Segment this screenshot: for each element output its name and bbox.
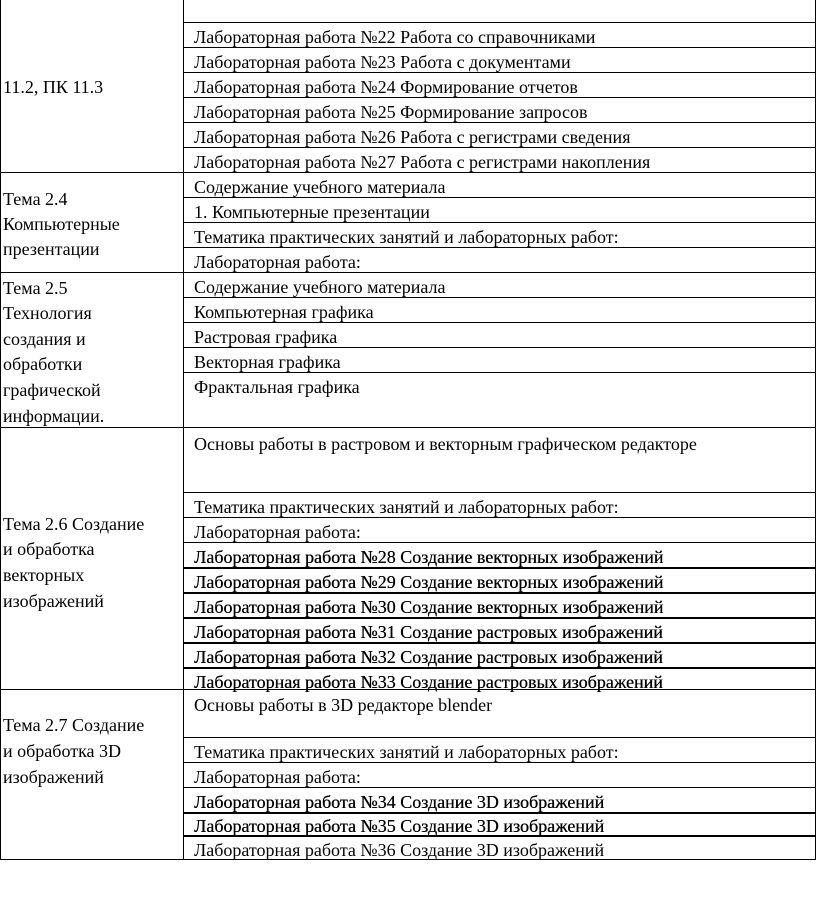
table-cell: Лабораторная работа №33 Создание растровых изображений <box>194 672 663 692</box>
table-cell: Основы работы в растровом и векторным графическом редакторе <box>194 434 697 454</box>
topic-title-line: графической <box>3 380 101 400</box>
table-cell: Лабораторная работа №29 Создание векторных изображений <box>194 572 664 592</box>
table-left-border <box>0 0 1 860</box>
topic-title-line: презентации <box>3 239 100 259</box>
table-cell: Лабораторная работа №26 Работа с регистрами сведения <box>194 127 631 147</box>
topic-title-line: и обработка 3D <box>3 741 122 761</box>
section-line <box>0 272 816 273</box>
row-line <box>184 737 816 738</box>
table-cell: Лабораторная работа: <box>194 522 361 542</box>
table-cell: Тематика практических занятий и лабораторных работ: <box>194 227 619 247</box>
topic-title-line: Тема 2.4 <box>3 189 68 209</box>
table-cell: Содержание учебного материала <box>194 177 446 197</box>
table-cell: Основы работы в 3D редакторе blender <box>194 695 493 715</box>
topic-title-line: изображений <box>3 767 104 787</box>
table-cell: Лабораторная работа №22 Работа со справочниками <box>194 27 596 47</box>
table-cell: Лабораторная работа №32 Создание растровых изображений <box>194 647 663 667</box>
row-line <box>184 22 816 23</box>
table-cell: Лабораторная работа №30 Создание векторных изображений <box>194 597 664 617</box>
topic-title-line: Технология <box>3 303 92 323</box>
topic-title-line: Тема 2.7 Создание <box>3 715 145 735</box>
table-cell: Лабораторная работа №36 Создание 3D изображений <box>194 840 605 860</box>
table-cell: Лабораторная работа №35 Создание 3D изображений <box>194 816 605 836</box>
table-cell: Тематика практических занятий и лабораторных работ: <box>194 497 619 517</box>
table-cell: Лабораторная работа №27 Работа с регистрами накопления <box>194 152 651 172</box>
table-cell: Лабораторная работа №28 Создание векторных изображений <box>194 547 664 567</box>
topic-title-line: Компьютерные <box>3 214 120 234</box>
competency-code: 11.2, ПК 11.3 <box>3 77 104 97</box>
topic-title-line: изображений <box>3 591 104 611</box>
table-cell: Лабораторная работа №23 Работа с документами <box>194 52 571 72</box>
table-cell: Тематика практических занятий и лабораторных работ: <box>194 742 619 762</box>
table-cell: Фрактальная графика <box>194 377 360 397</box>
row-line <box>184 492 816 493</box>
table-cell: Компьютерная графика <box>194 302 374 322</box>
table-cell: Векторная графика <box>194 352 341 372</box>
topic-title-line: векторных <box>3 565 85 585</box>
topic-title-line: информации. <box>3 406 105 426</box>
table-cell: Лабораторная работа: <box>194 767 361 787</box>
topic-title-line: создания и <box>3 329 86 349</box>
section-line <box>0 427 816 428</box>
table-cell: 1. Компьютерные презентации <box>194 202 430 222</box>
table-cell: Лабораторная работа №31 Создание растровых изображений <box>194 622 663 642</box>
table-cell: Содержание учебного материала <box>194 277 446 297</box>
topic-title-line: Тема 2.6 Создание <box>3 514 145 534</box>
table-cell: Лабораторная работа №34 Создание 3D изображений <box>194 792 605 812</box>
column-divider <box>183 0 184 860</box>
table-cell: Лабораторная работа №24 Формирование отчетов <box>194 77 578 97</box>
table-cell: Лабораторная работа: <box>194 252 361 272</box>
table-cell: Лабораторная работа №25 Формирование запросов <box>194 102 588 122</box>
topic-title-line: и обработка <box>3 539 95 559</box>
topic-title-line: обработки <box>3 354 83 374</box>
topic-title-line: Тема 2.5 <box>3 278 68 298</box>
table-cell: Растровая графика <box>194 327 338 347</box>
